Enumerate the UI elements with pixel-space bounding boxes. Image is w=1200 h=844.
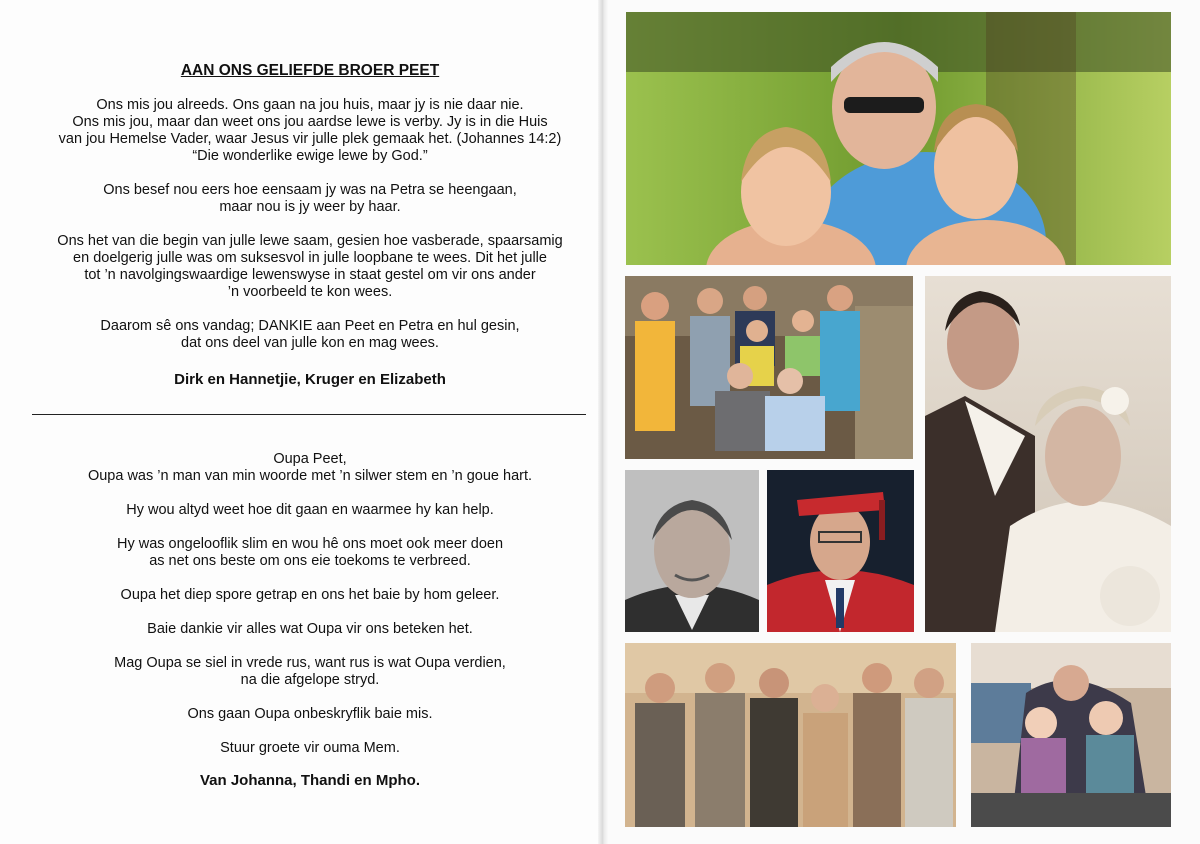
- letter-paragraph: Ons mis jou alreeds. Ons gaan na jou huis, maar jy is nie daar nie. Ons mis jou, maar dan weet ons jou aardse lewe is verby. Jy is in die Huis van jou Hemelse Vader, waar Jesus vir julle plek gemaak het. (Johannes 14:2) “Die wonderlike ewige lewe by God.”: [58, 97, 562, 164]
- page-fold: [598, 0, 608, 844]
- letter-signature: Van Johanna, Thandi en Mpho.: [199, 772, 420, 789]
- photo-graduation-portrait: [767, 470, 914, 632]
- letter-to-grandfather: [30, 451, 590, 789]
- letter-title: AAN ONS GELIEFDE BROER PEET: [180, 62, 440, 79]
- letter-paragraph: Daarom sê ons vandag; DANKIE aan Peet en Petra en hul gesin, dat ons deel van julle kon en mag wees.: [100, 318, 520, 351]
- letter-paragraph: Ons gaan Oupa onbeskryflik baie mis.: [187, 706, 433, 722]
- photo-boy-portrait: [625, 470, 759, 632]
- section-divider: [32, 414, 586, 415]
- letter-paragraph: Ons het van die begin van julle lewe saam, gesien hoe vasberade, spaarsamig en doelgerig julle was om suksesvol in julle loopbane te wees. Dit het julle tot ’n navolgingswaardige lewenswyse in staat gestel om vir ons ander ’n voorbeeld te kon wees.: [57, 233, 563, 300]
- letter-paragraph: Stuur groete vir ouma Mem.: [220, 740, 400, 756]
- photo-grandfather-with-grandsons: [626, 12, 1171, 265]
- photo-collage-page: [608, 0, 1200, 844]
- letter-paragraph: Ons besef nou eers hoe eensaam jy was na Petra se heengaan, maar nou is jy weer by haar.: [103, 182, 517, 215]
- letter-paragraph: Mag Oupa se siel in vrede rus, want rus is wat Oupa verdien, na die afgelope stryd.: [114, 655, 506, 688]
- letter-paragraph: Hy was ongelooflik slim en wou hê ons moet ook meer doen as net ons beste om ons eie toekoms te verbreed.: [116, 536, 504, 569]
- letter-to-brother: [30, 62, 590, 388]
- photo-wedding-portrait: [925, 276, 1171, 632]
- letter-paragraph: Oupa Peet, Oupa was ’n man van min woorde met ’n silwer stem en ’n goue hart.: [87, 451, 533, 484]
- letter-paragraph: Oupa het diep spore getrap en ons het baie by hom geleer.: [120, 587, 500, 603]
- letter-paragraph: Hy wou altyd weet hoe dit gaan en waarmee hy kan help.: [126, 502, 494, 518]
- photo-elderly-group: [625, 643, 956, 827]
- letter-paragraph: Baie dankie vir alles wat Oupa vir ons beteken het.: [147, 621, 473, 637]
- letter-signature: Dirk en Hannetjie, Kruger en Elizabeth: [174, 371, 446, 388]
- photo-family-group: [625, 276, 913, 459]
- photo-grandfather-with-babies: [971, 643, 1171, 827]
